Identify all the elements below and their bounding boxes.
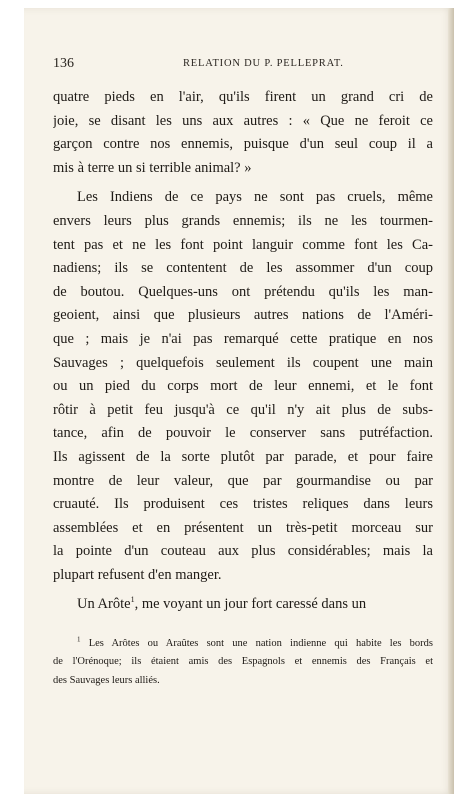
text-line: nadiens; ils se contentent de les assommer d'un coup bbox=[53, 260, 433, 277]
footnotes bbox=[53, 635, 433, 690]
footnote-line bbox=[53, 635, 433, 653]
text-line: la pointe d'un couteau aux plus considérables; mais la bbox=[53, 543, 433, 560]
text-line: Ils agissent de la sorte plutôt par parade, et pour faire bbox=[53, 448, 433, 465]
text-line: mis à terre un si terrible animal? » bbox=[53, 159, 252, 176]
running-title: RELATION DU P. PELLEPRAT. bbox=[183, 58, 344, 69]
text-fragment: , me voyant un jour fort caressé dans un bbox=[134, 596, 367, 613]
text-line: rôtir à petit feu jusqu'à ce qu'il n'y ait plus de subs- bbox=[53, 401, 433, 418]
text-line: Les Indiens de ce pays ne sont pas cruels, même bbox=[77, 189, 433, 206]
footnote-text: Les Arôtes ou Araûtes sont une nation indienne qui habite les bords bbox=[88, 638, 433, 649]
text-line: joie, se disant les uns aux autres : « Que ne feroit ce bbox=[53, 112, 433, 129]
text-line: plupart refusent d'en manger. bbox=[53, 566, 222, 583]
page-header bbox=[53, 56, 433, 76]
body-text bbox=[53, 86, 433, 617]
text-line: assemblées et en présentent un très-petit morceau sur bbox=[53, 519, 433, 536]
page-number: 136 bbox=[53, 56, 74, 71]
text-line: tance, afin de pouvoir le conserver sans putréfaction. bbox=[53, 425, 433, 442]
text-line: cruauté. Ils produisent ces tristes reliques dans leurs bbox=[53, 496, 433, 513]
text-line: ou un pied du corps mort de leur ennemi, et le font bbox=[53, 378, 433, 395]
footnote-marker: 1 bbox=[77, 635, 81, 644]
text-line: montre de leur valeur, que par gourmandise ou par bbox=[53, 472, 433, 489]
page-edge-shadow bbox=[448, 8, 454, 794]
footnote-line: des Sauvages leurs alliés. bbox=[53, 674, 160, 686]
text-line: geoient, ainsi que plusieurs autres nations de l'Améri- bbox=[53, 307, 433, 324]
footnote-line: de l'Orénoque; ils étaient amis des Espagnols et ennemis des Français et bbox=[53, 656, 433, 668]
text-line: tent pas et ne les font point languir comme font les Ca- bbox=[53, 236, 433, 253]
text-line: quatre pieds en l'air, qu'ils firent un grand cri de bbox=[53, 89, 433, 105]
text-line: garçon contre nos ennemis, puisque d'un seul coup il a bbox=[53, 136, 433, 153]
text-line: de boutou. Quelques-uns ont prétendu qu'ils les man- bbox=[53, 283, 433, 300]
footnote-reference: 1 bbox=[130, 595, 135, 605]
text-line: envers leurs plus grands ennemis; ils ne les tourmen- bbox=[53, 212, 433, 229]
text-line: Sauvages ; quelquefois seulement ils coupent une main bbox=[53, 354, 433, 371]
text-line: que ; mais je n'ai pas remarqué cette pratique en nos bbox=[53, 330, 433, 347]
text-fragment: Un Arôte bbox=[77, 596, 131, 613]
text-line bbox=[53, 593, 433, 617]
